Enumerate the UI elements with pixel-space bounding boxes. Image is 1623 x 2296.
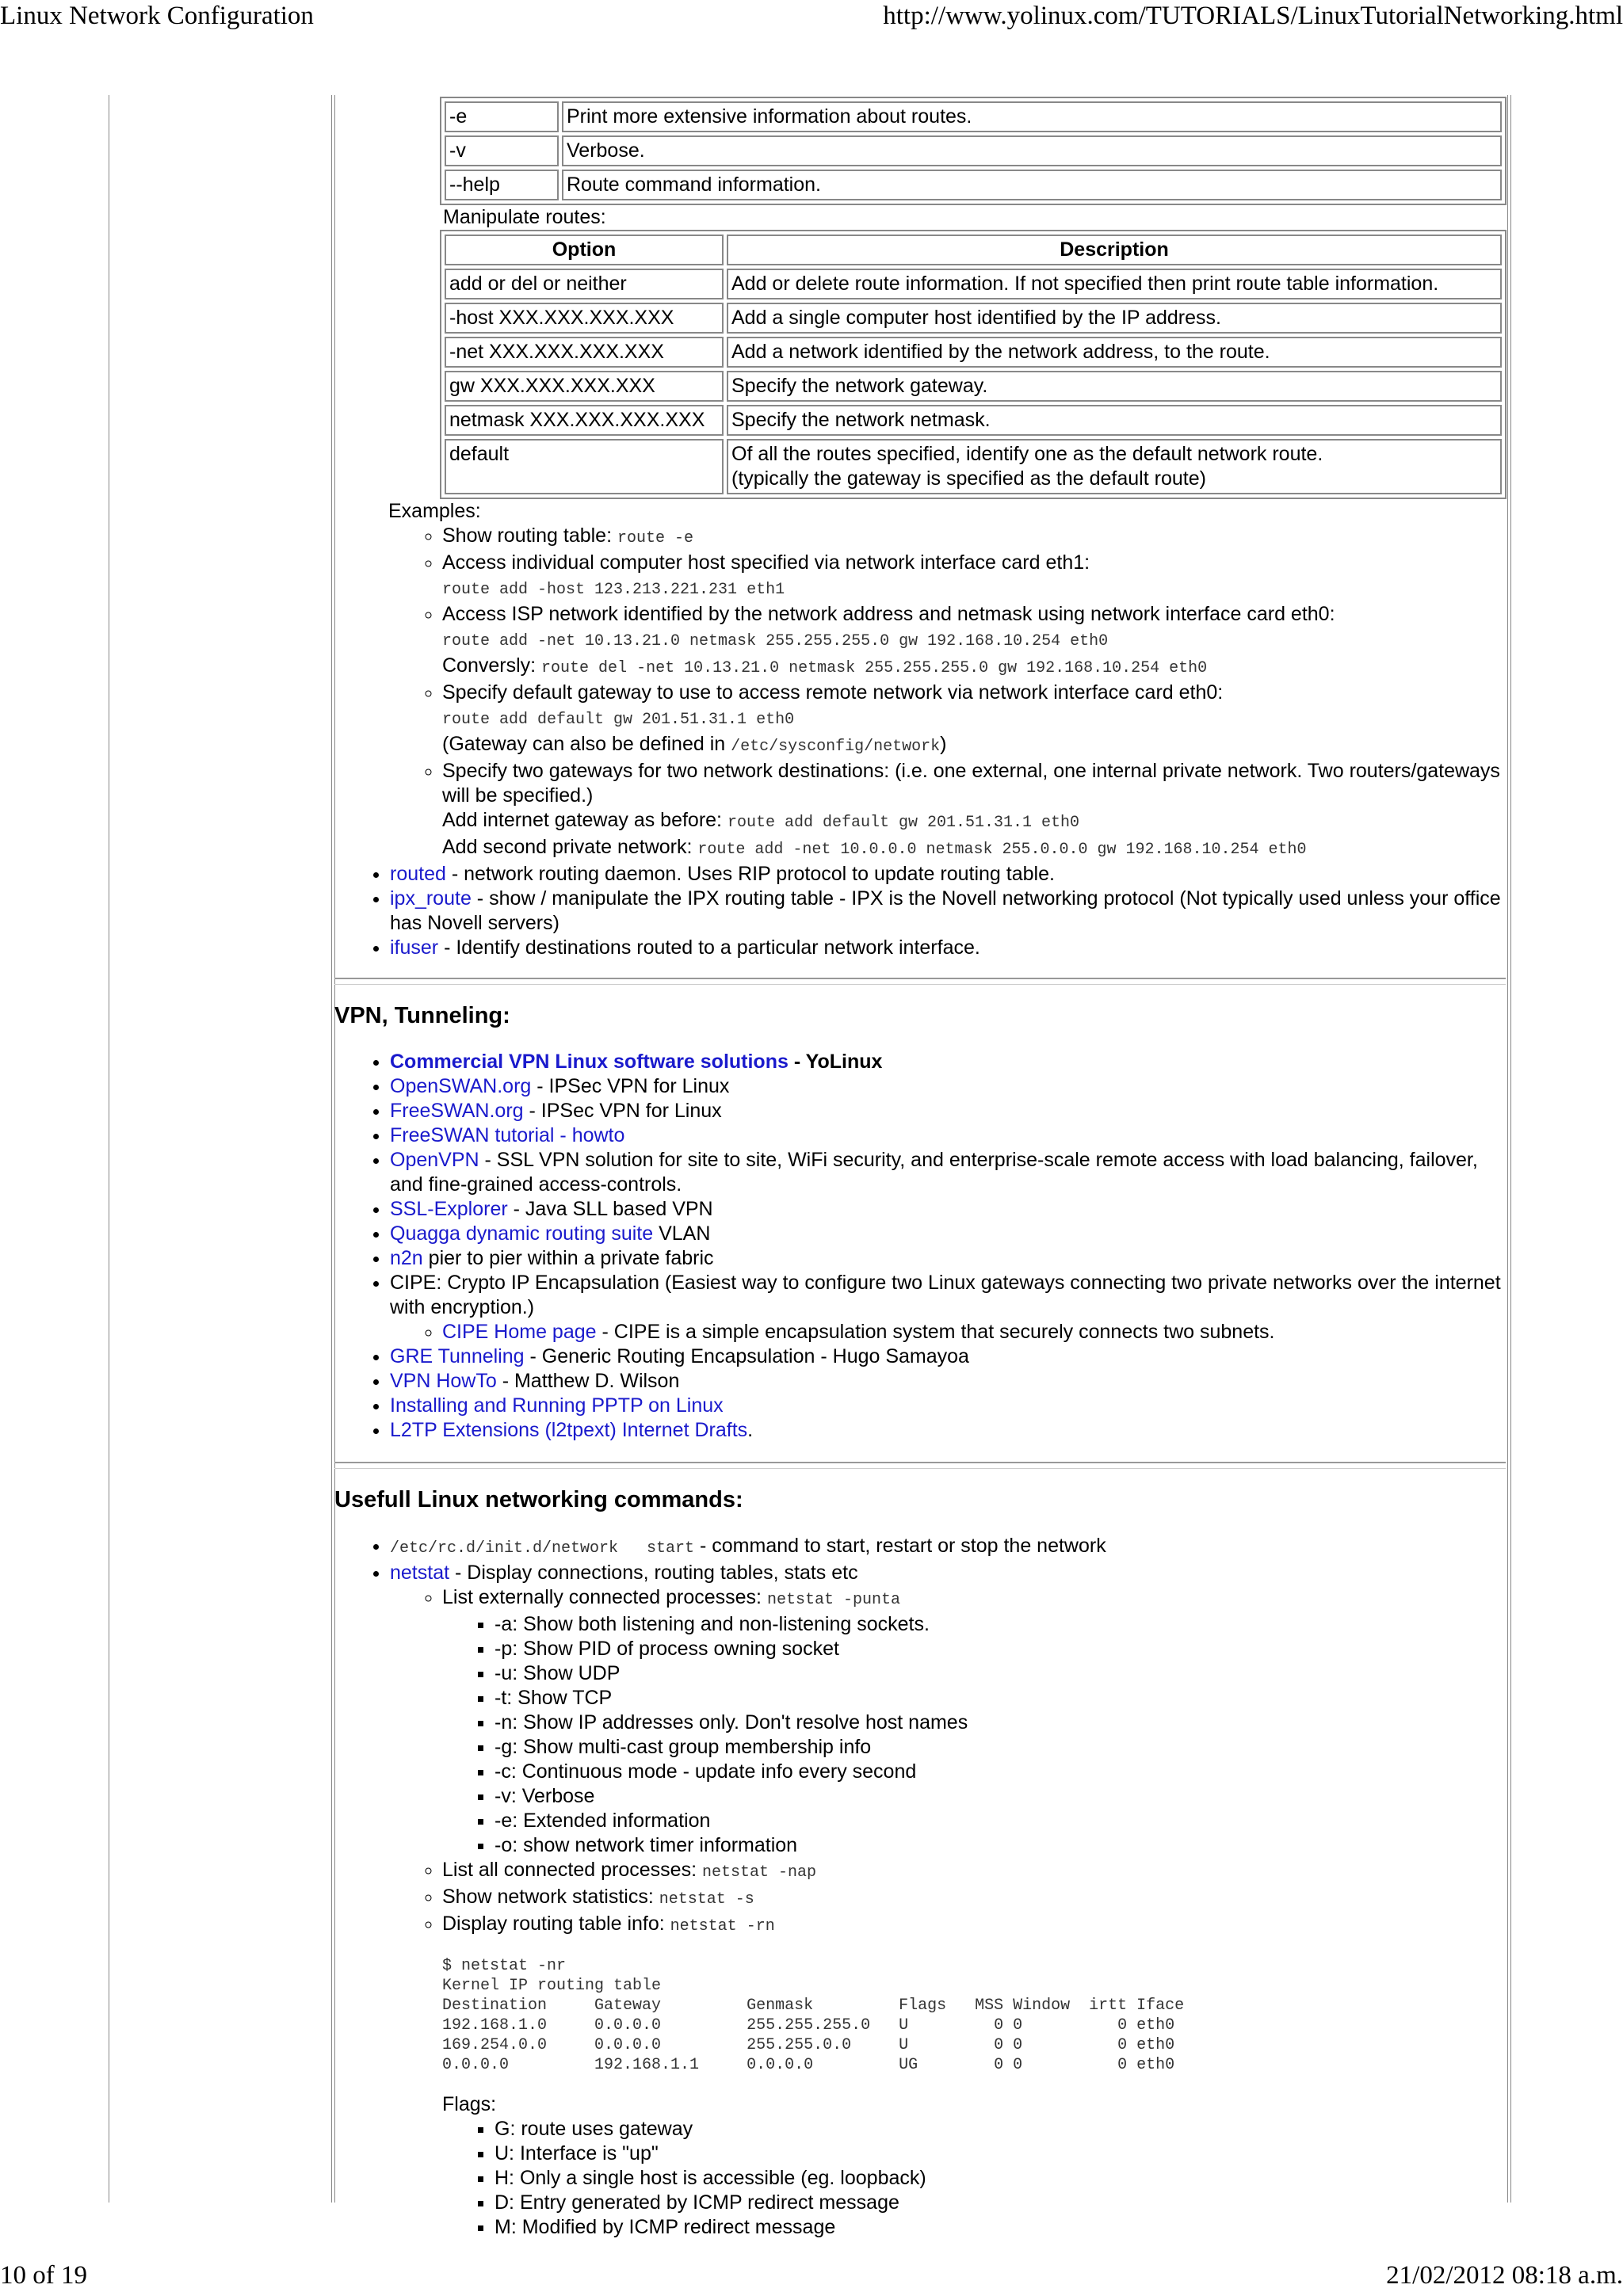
page-header-url: http://www.yolinux.com/TUTORIALS/LinuxTutorialNetworking.html: [883, 2, 1623, 30]
item-desc: CIPE: Crypto IP Encapsulation (Easiest way to configure two Linux gateways connecting two private networks over the internet with encryption.): [390, 1272, 1501, 1318]
description-cell: Verbose.: [562, 135, 1502, 166]
example-text: Add internet gateway as before:: [442, 809, 727, 831]
example-text: ): [940, 733, 947, 755]
item-desc: - Display connections, routing tables, stats etc: [449, 1562, 858, 1584]
item-desc: - YoLinux: [788, 1051, 883, 1073]
list-item: ▪ -o: show network timer information: [495, 1833, 1507, 1858]
routed-link[interactable]: routed: [390, 863, 446, 885]
description-text: Specify the network gateway.: [731, 375, 988, 397]
list-item: ▪ -u: Show UDP: [495, 1661, 1507, 1686]
table-row: [445, 371, 1502, 402]
example-code: /etc/sysconfig/network: [731, 738, 941, 756]
howto-link[interactable]: howto: [571, 1124, 625, 1146]
quagga-link[interactable]: Quagga dynamic routing suite: [390, 1222, 654, 1245]
table-row: [445, 303, 1502, 334]
table-row: [445, 135, 1502, 166]
description-cell: [727, 269, 1502, 299]
list-item: ▪ -v: Verbose: [495, 1784, 1507, 1809]
commands-list: [334, 1534, 1507, 2240]
list-item: [442, 759, 1507, 862]
openswan-link[interactable]: OpenSWAN.org: [390, 1075, 532, 1097]
example-code: route add -net 10.13.21.0 netmask 255.255.255.0 gw 192.168.10.254 eth0: [442, 632, 1109, 650]
list-item: ▪ -p: Show PID of process owning socket: [495, 1637, 1507, 1661]
list-item: [390, 1222, 1507, 1246]
item-desc: - Identify destinations routed to a particular network interface.: [438, 936, 980, 959]
list-item: [442, 1885, 1507, 1912]
list-item: [442, 524, 1507, 551]
content-right-rule: [1507, 95, 1511, 2203]
item-desc: Show network statistics:: [442, 1886, 659, 1908]
list-item: [390, 1394, 1507, 1418]
description-text: Specify the network netmask.: [731, 409, 991, 431]
item-desc: - network routing daemon. Uses RIP protocol to update routing table.: [445, 863, 1055, 885]
description-text: Add or delete route information. If not specified then print route table information.: [731, 273, 1439, 295]
list-item: [442, 1320, 1507, 1344]
list-item: [390, 1561, 1507, 2240]
list-item: ▪ -e: Extended information: [495, 1809, 1507, 1833]
item-desc: - CIPE is a simple encapsulation system that securely connects two subnets.: [596, 1321, 1275, 1343]
table-row: [445, 101, 1502, 132]
table-row: [445, 337, 1502, 368]
list-item: [390, 1344, 1507, 1369]
page-footer-count: 10 of 19: [0, 2261, 87, 2290]
item-desc: pier to pier within a private fabric: [422, 1247, 714, 1269]
list-item: [442, 602, 1507, 681]
option-cell: -e: [445, 101, 559, 132]
route-options-table: [440, 97, 1507, 205]
option-cell: --help: [445, 170, 559, 200]
routing-table-output: $ netstat -nr Kernel IP routing table Destination Gateway Genmask Flags MSS Window irtt Iface 192.168.1.0 0.0.0.0 255.255.255.0 U 0 0 0 eth0 169.254.0.0 0.0.0.0 255.255.0.0 U 0 0 0 eth0 0.0.0.0 192.168.1.1 0.0.0.0 UG 0 0 0 eth0: [442, 1957, 1185, 2074]
list-item: ▪ H: Only a single host is accessible (eg. loopback): [495, 2166, 1507, 2191]
example-text: Specify two gateways for two network destinations: (i.e. one external, one internal private network. Two routers/gateways will be specified.): [442, 760, 1500, 807]
list-item: ▪ M: Modified by ICMP redirect message: [495, 2215, 1507, 2240]
option-cell: -host XXX.XXX.XXX.XXX: [445, 303, 724, 334]
list-item: [442, 1912, 1507, 2240]
pptp-link[interactable]: Installing and Running PPTP on Linux: [390, 1394, 724, 1417]
example-text: Specify default gateway to use to access remote network via network interface card eth0:: [442, 681, 1224, 704]
vpn-howto-link[interactable]: VPN HowTo: [390, 1370, 497, 1392]
cipe-home-link[interactable]: CIPE Home page: [442, 1321, 597, 1343]
example-code: route add -net 10.0.0.0 netmask 255.0.0.0 gw 192.168.10.254 eth0: [697, 841, 1307, 859]
example-code: route -e: [617, 529, 693, 547]
item-desc: .: [747, 1419, 754, 1441]
openvpn-link[interactable]: OpenVPN: [390, 1149, 479, 1171]
list-item: ▪ -a: Show both listening and non-listening sockets.: [495, 1612, 1507, 1637]
commercial-vpn-link[interactable]: Commercial VPN Linux software solutions: [390, 1051, 789, 1073]
examples-list: [334, 524, 1507, 862]
list-item: [442, 681, 1507, 759]
description-note: (typically the gateway is specified as the default route): [731, 467, 1206, 490]
item-desc: - IPSec VPN for Linux: [523, 1100, 722, 1122]
option-cell: -v: [445, 135, 559, 166]
description-text: Add a single computer host identified by the IP address.: [731, 307, 1221, 329]
item-desc: VLAN: [653, 1222, 711, 1245]
item-desc: - Java SLL based VPN: [507, 1198, 713, 1220]
list-item: ▪ -c: Continuous mode - update info every second: [495, 1760, 1507, 1784]
list-item: [390, 1271, 1507, 1344]
table-row: [445, 269, 1502, 299]
flags-list: [442, 2117, 1507, 2240]
description-cell: [727, 303, 1502, 334]
item-desc: - command to start, restart or stop the network: [694, 1535, 1106, 1557]
section-divider: [334, 978, 1506, 985]
item-desc: - show / manipulate the IPX routing table - IPX is the Novell networking protocol (Not typically used unless your office has Novell servers): [390, 887, 1501, 934]
description-cell: [727, 439, 1502, 494]
option-cell: gw XXX.XXX.XXX.XXX: [445, 371, 724, 402]
description-text: Add a network identified by the network address, to the route.: [731, 341, 1270, 363]
vpn-list: [334, 1050, 1507, 1443]
item-separator: -: [554, 1124, 572, 1146]
list-item: [390, 1418, 1507, 1443]
list-item: [390, 1197, 1507, 1222]
netstat-rn-code: netstat -rn: [670, 1917, 775, 1936]
commands-heading: Usefull Linux networking commands:: [334, 1487, 743, 1512]
netstat-nap-code: netstat -nap: [701, 1863, 816, 1882]
netstat-s-code: netstat -s: [659, 1890, 754, 1909]
description-cell: Route command information.: [562, 170, 1502, 200]
option-cell: netmask XXX.XXX.XXX.XXX: [445, 405, 724, 436]
list-item: ▪ U: Interface is "up": [495, 2142, 1507, 2166]
network-command-code: /etc/rc.d/init.d/network start: [390, 1539, 695, 1558]
gre-tunneling-link[interactable]: GRE Tunneling: [390, 1345, 525, 1367]
example-text: Access individual computer host specified via network interface card eth1:: [442, 551, 1090, 574]
flags-label: Flags:: [442, 2093, 497, 2115]
cipe-sublist: [390, 1320, 1507, 1344]
option-cell: add or del or neither: [445, 269, 724, 299]
list-item: ▪ -n: Show IP addresses only. Don't resolve host names: [495, 1711, 1507, 1735]
item-desc: - Generic Routing Encapsulation - Hugo Samayoa: [524, 1345, 969, 1367]
netstat-punta-code: netstat -punta: [766, 1591, 900, 1609]
list-item: ▪ G: route uses gateway: [495, 2117, 1507, 2142]
manipulate-routes-table: [440, 230, 1507, 499]
l2tp-link[interactable]: L2TP Extensions (l2tpext) Internet Drafts: [390, 1419, 748, 1441]
list-item: [442, 1585, 1507, 1858]
item-desc: List all connected processes:: [442, 1859, 702, 1881]
section-divider: [334, 1462, 1506, 1469]
example-text: Add second private network:: [442, 836, 698, 858]
list-item: [442, 551, 1507, 602]
list-item: [390, 1534, 1507, 1561]
example-text: Conversly:: [442, 654, 542, 677]
item-desc: List externally connected processes:: [442, 1586, 767, 1608]
table-row: [445, 405, 1502, 436]
item-desc: - Matthew D. Wilson: [496, 1370, 680, 1392]
list-item: [390, 887, 1507, 936]
list-item: [390, 1074, 1507, 1099]
page-footer-timestamp: 21/02/2012 08:18 a.m.: [1386, 2261, 1623, 2290]
col-header-description: Description: [727, 235, 1502, 265]
option-cell: -net XXX.XXX.XXX.XXX: [445, 337, 724, 368]
list-item: ▪ -g: Show multi-cast group membership info: [495, 1735, 1507, 1760]
list-item: [390, 862, 1507, 887]
example-code: route add -host 123.213.221.231 eth1: [442, 581, 785, 599]
list-item: [390, 1099, 1507, 1123]
item-desc: - IPSec VPN for Linux: [531, 1075, 730, 1097]
list-item: ▪ D: Entry generated by ICMP redirect message: [495, 2191, 1507, 2215]
description-cell: [727, 405, 1502, 436]
example-code: route del -net 10.13.21.0 netmask 255.255.255.0 gw 192.168.10.254 eth0: [541, 659, 1208, 677]
example-code: route add default gw 201.51.31.1 eth0: [442, 711, 795, 729]
list-item: [390, 1369, 1507, 1394]
example-text: Show routing table:: [442, 524, 617, 547]
list-item: [390, 1123, 1507, 1148]
description-cell: [727, 337, 1502, 368]
list-item: [390, 1148, 1507, 1197]
example-text: (Gateway can also be defined in: [442, 733, 731, 755]
ifuser-link[interactable]: ifuser: [390, 936, 439, 959]
routing-tools-list: [334, 862, 1507, 960]
netstat-options-list: [442, 1612, 1507, 1858]
list-item: [390, 936, 1507, 960]
description-cell: [727, 371, 1502, 402]
item-desc: - SSL VPN solution for site to site, WiFi security, and enterprise-scale remote access with load balancing, failover, and fine-grained access-controls.: [390, 1149, 1478, 1196]
manipulate-caption: Manipulate routes:: [443, 206, 606, 228]
col-header-option: Option: [445, 235, 724, 265]
option-cell: default: [445, 439, 724, 494]
n2n-link[interactable]: n2n: [390, 1247, 423, 1269]
main-content: [334, 97, 1507, 2240]
example-code: route add default gw 201.51.31.1 eth0: [727, 814, 1080, 832]
table-row: [445, 170, 1502, 200]
freeswan-tutorial-link[interactable]: FreeSWAN tutorial: [390, 1124, 555, 1146]
table-row: [445, 439, 1502, 494]
description-text: Of all the routes specified, identify one as the default network route.: [731, 443, 1323, 465]
freeswan-link[interactable]: FreeSWAN.org: [390, 1100, 524, 1122]
ssl-explorer-link[interactable]: SSL-Explorer: [390, 1198, 508, 1220]
page-header-title: Linux Network Configuration: [0, 2, 314, 30]
list-item: [390, 1246, 1507, 1271]
examples-label: Examples:: [388, 500, 481, 522]
description-cell: Print more extensive information about routes.: [562, 101, 1502, 132]
netstat-sublist: [390, 1585, 1507, 2240]
netstat-link[interactable]: netstat: [390, 1562, 450, 1584]
example-text: Access ISP network identified by the network address and netmask using network interface card eth0:: [442, 603, 1335, 625]
item-desc: Display routing table info:: [442, 1913, 670, 1935]
list-item: [390, 1050, 1507, 1074]
vpn-heading: VPN, Tunneling:: [334, 1003, 510, 1028]
list-item: [442, 1858, 1507, 1885]
ipx-route-link[interactable]: ipx_route: [390, 887, 472, 910]
list-item: ▪ -t: Show TCP: [495, 1686, 1507, 1711]
